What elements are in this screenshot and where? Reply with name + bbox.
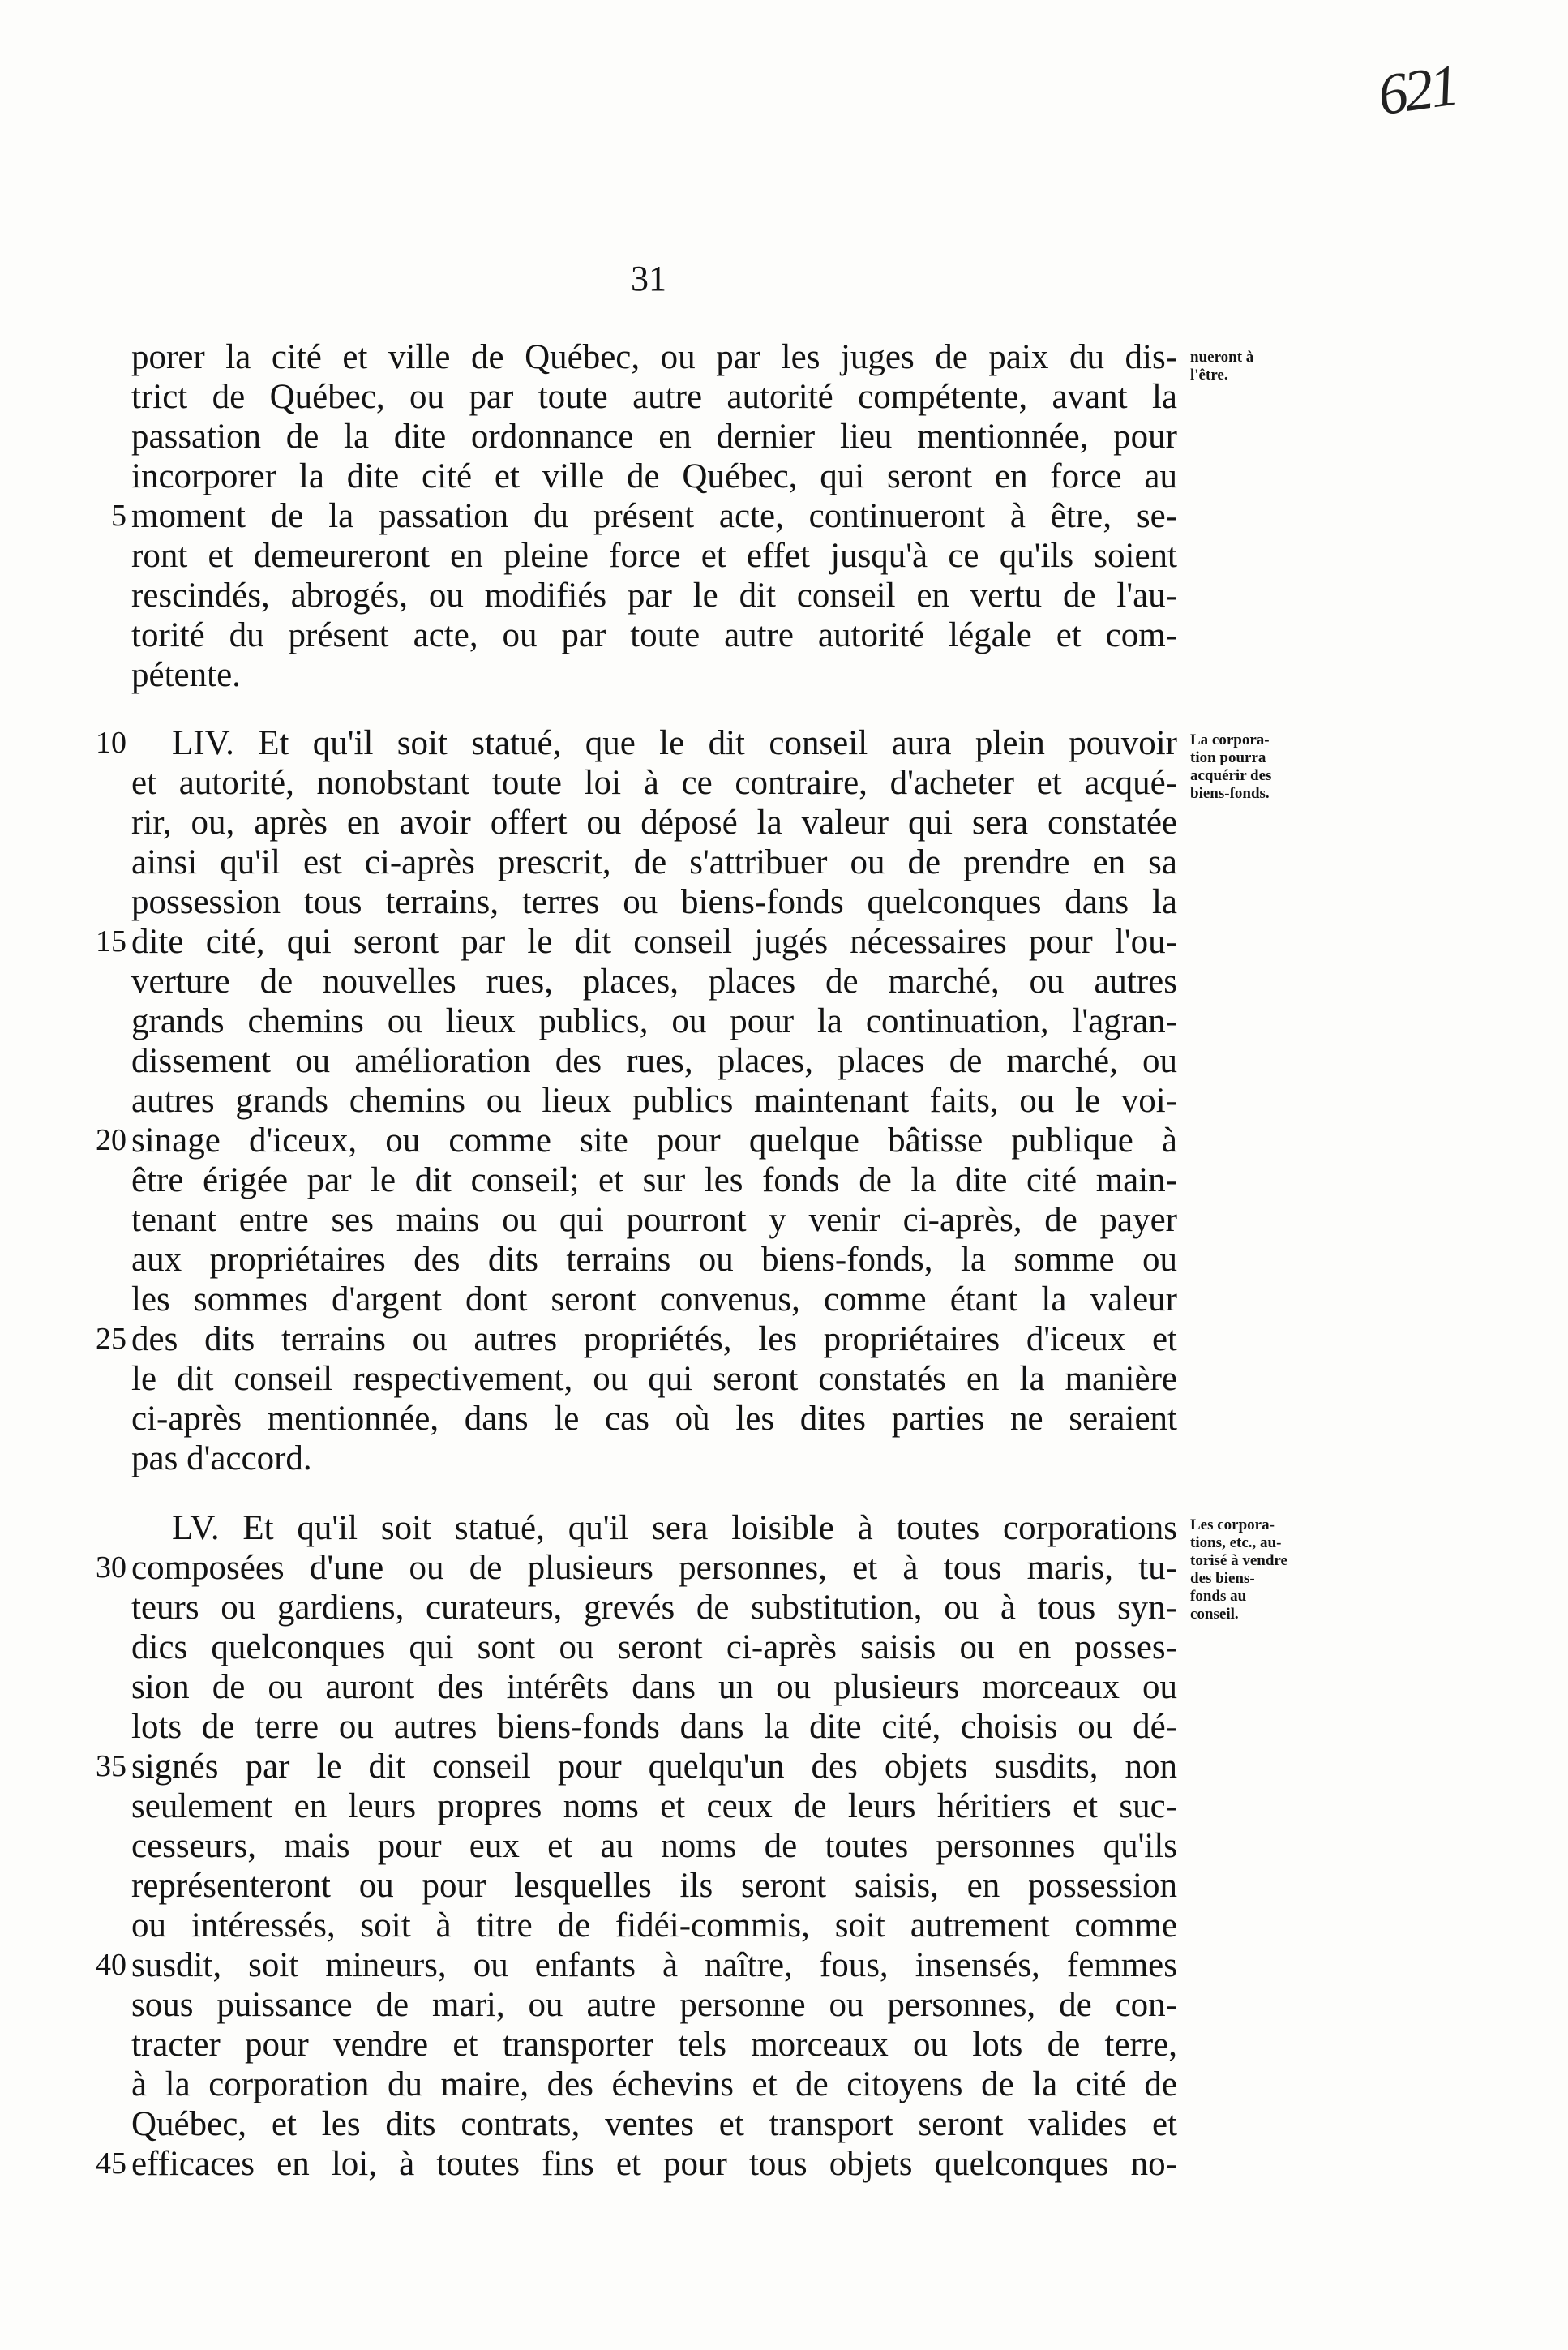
text-line: ront et demeureront en pleine force et effet jusqu'à ce qu'ils soient [131, 537, 1177, 575]
text-line: dite cité, qui seront par le dit conseil jugés nécessaires pour l'ou- [131, 923, 1177, 961]
margin-note [1190, 731, 1332, 803]
text-line: cesseurs, mais pour eux et au noms de toutes personnes qu'ils [131, 1827, 1177, 1865]
text-line: teurs ou gardiens, curateurs, grevés de substitution, ou à tous syn- [131, 1589, 1177, 1627]
text-line: susdit, soit mineurs, ou enfants à naître, fous, insensés, femmes [131, 1946, 1177, 1984]
text-line: signés par le dit conseil pour quelqu'un des objets susdits, non [131, 1747, 1177, 1786]
line-number: 15 [96, 924, 126, 958]
text-line: sous puissance de mari, ou autre personne ou personnes, de con- [131, 1986, 1177, 2024]
text-line: et autorité, nonobstant toute loi à ce contraire, d'acheter et acqué- [131, 764, 1177, 802]
text-line: trict de Québec, ou par toute autre autorité compétente, avant la [131, 378, 1177, 416]
text-line: à la corporation du maire, des échevins et de citoyens de la cité de [131, 2065, 1177, 2103]
text-line: rescindés, abrogés, ou modifiés par le dit conseil en vertu de l'au- [131, 577, 1177, 615]
text-line: dics quelconques qui sont ou seront ci-après saisis ou en posses- [131, 1628, 1177, 1666]
margin-note-line: nueront à [1190, 349, 1254, 366]
margin-note-line: conseil. [1190, 1606, 1239, 1623]
text-line: grands chemins ou lieux publics, ou pour la continuation, l'agran- [131, 1002, 1177, 1040]
text-line: possession tous terrains, terres ou biens-fonds quelconques dans la [131, 883, 1177, 921]
text-line: être érigée par le dit conseil; et sur les fonds de la dite cité main- [131, 1161, 1177, 1199]
margin-note-line: tion pourra [1190, 749, 1266, 766]
text-line: des dits terrains ou autres propriétés, les propriétaires d'iceux et [131, 1320, 1177, 1358]
text-line: verture de nouvelles rues, places, places de marché, ou autres [131, 963, 1177, 1001]
text-line: Québec, et les dits contrats, ventes et transport seront valides et [131, 2105, 1177, 2143]
page-number: 31 [631, 259, 666, 298]
text-line: aux propriétaires des dits terrains ou biens-fonds, la somme ou [131, 1241, 1177, 1279]
text-line: ainsi qu'il est ci-après prescrit, de s'attribuer ou de prendre en sa [131, 843, 1177, 881]
text-line: composées d'une ou de plusieurs personnes, et à tous maris, tu- [131, 1549, 1177, 1587]
text-line: incorporer la dite cité et ville de Québec, qui seront en force au [131, 457, 1177, 495]
line-number: 20 [96, 1123, 126, 1157]
text-line: sion de ou auront des intérêts dans un ou plusieurs morceaux ou [131, 1668, 1177, 1706]
margin-note-line: La corpora- [1190, 731, 1270, 748]
text-line: pétente. [131, 656, 241, 694]
text-line: ou intéressés, soit à titre de fidéi-commis, soit autrement comme [131, 1906, 1177, 1945]
text-line: tracter pour vendre et transporter tels morceaux ou lots de terre, [131, 2026, 1177, 2064]
line-number: 35 [96, 1749, 126, 1783]
text-line: moment de la passation du présent acte, continueront à être, se- [131, 497, 1177, 535]
margin-note-line: tions, etc., au- [1190, 1534, 1282, 1551]
margin-note [1190, 1516, 1332, 1623]
text-line: sinage d'iceux, ou comme site pour quelque bâtisse publique à [131, 1121, 1177, 1160]
handwritten-folio: 621 [1373, 52, 1461, 128]
text-line: tenant entre ses mains ou qui pourront y venir ci-après, de payer [131, 1201, 1177, 1239]
text-line: torité du présent acte, ou par toute autre autorité légale et com- [131, 616, 1177, 654]
text-line: rir, ou, après en avoir offert ou déposé la valeur qui sera constatée [131, 804, 1177, 842]
margin-note-line: torisé à vendre [1190, 1552, 1287, 1569]
margin-note-line: l'être. [1190, 367, 1228, 384]
text-line: dissement ou amélioration des rues, places, places de marché, ou [131, 1042, 1177, 1080]
text-line: autres grands chemins ou lieux publics maintenant faits, ou le voi- [131, 1082, 1177, 1120]
text-line: le dit conseil respectivement, ou qui seront constatés en la manière [131, 1360, 1177, 1398]
margin-note [1190, 349, 1332, 384]
text-line: LIV. Et qu'il soit statué, que le dit conseil aura plein pouvoir [172, 724, 1177, 762]
margin-note-line: fonds au [1190, 1588, 1247, 1605]
text-line: pas d'accord. [131, 1439, 312, 1477]
line-number: 25 [96, 1322, 126, 1356]
margin-note-line: acquérir des [1190, 767, 1272, 784]
text-line: seulement en leurs propres noms et ceux de leurs héritiers et suc- [131, 1787, 1177, 1825]
margin-note-line: biens-fonds. [1190, 785, 1270, 802]
text-line: porer la cité et ville de Québec, ou par les juges de paix du dis- [131, 338, 1177, 376]
line-number: 40 [96, 1948, 126, 1982]
line-number: 10 [96, 726, 126, 760]
text-line: passation de la dite ordonnance en dernier lieu mentionnée, pour [131, 418, 1177, 456]
text-line: lots de terre ou autres biens-fonds dans la dite cité, choisis ou dé- [131, 1708, 1177, 1746]
line-number: 5 [111, 499, 126, 533]
text-line: ci-après mentionnée, dans le cas où les dites parties ne seraient [131, 1400, 1177, 1438]
line-number: 45 [96, 2146, 126, 2181]
margin-note-line: des biens- [1190, 1570, 1255, 1587]
margin-note-line: Les corpora- [1190, 1516, 1275, 1533]
line-number: 30 [96, 1550, 126, 1585]
text-line: les sommes d'argent dont seront convenus, comme étant la valeur [131, 1280, 1177, 1319]
text-line: efficaces en loi, à toutes fins et pour tous objets quelconques no- [131, 2145, 1177, 2183]
text-line: LV. Et qu'il soit statué, qu'il sera loisible à toutes corporations [172, 1509, 1177, 1547]
text-line: représenteront ou pour lesquelles ils seront saisis, en possession [131, 1867, 1177, 1905]
